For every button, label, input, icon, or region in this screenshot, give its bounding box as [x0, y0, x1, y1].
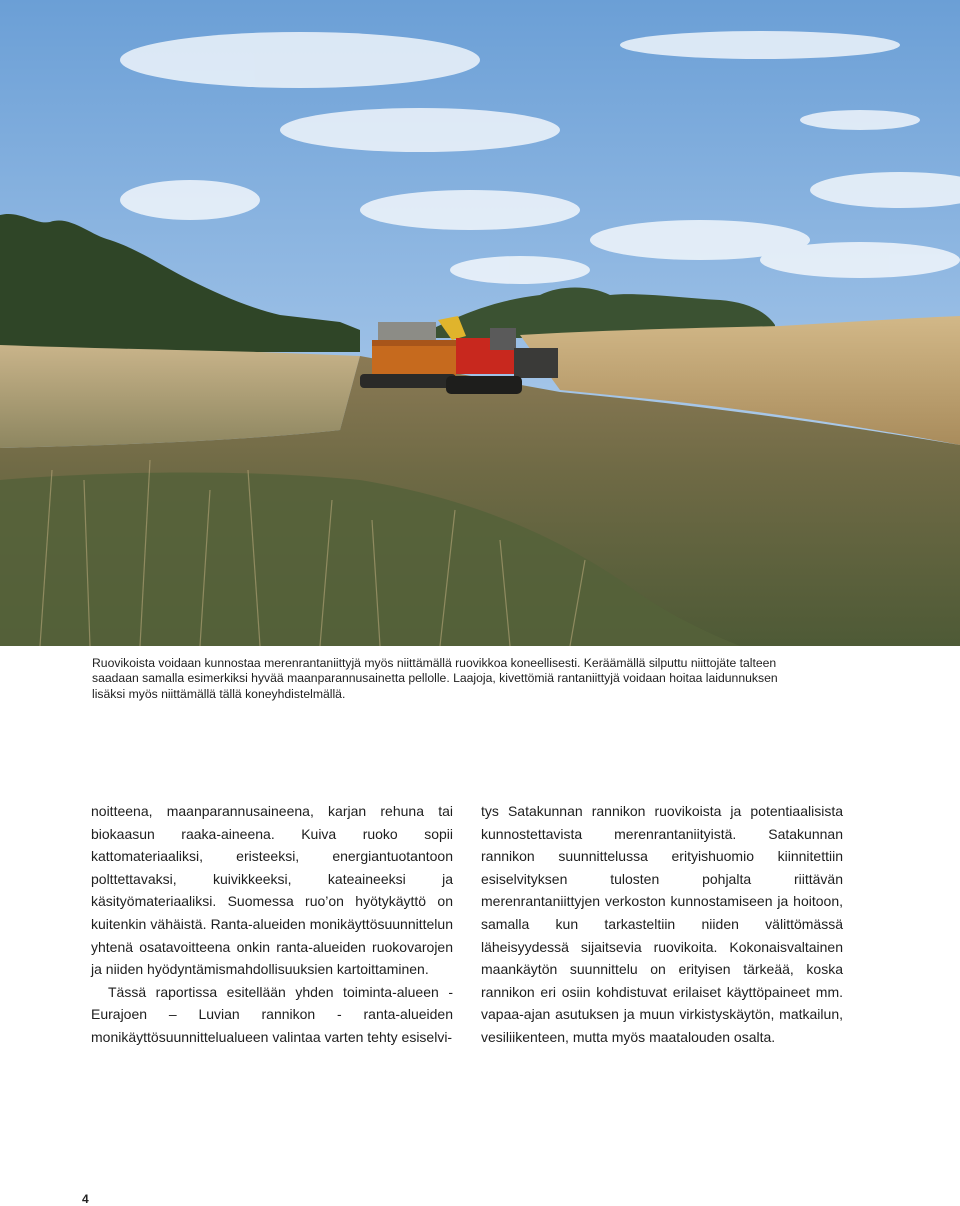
reed-bed-left: [0, 345, 360, 448]
caption-line-1: Ruovikoista voidaan kunnostaa merenrantaniittyjä myös niittämällä ruovikkoa koneellisesti. Keräämällä silputtu niittojäte talteen: [92, 656, 777, 670]
caption-line-2: saadaan samalla esimerkiksi hyvää maanparannusainetta pellolle. Laajoja, kivettömiä rantaniittyjä voidaan hoitaa laidunnuksen: [92, 671, 778, 686]
left-paragraph-2: Tässä raportissa esitellään yhden toiminta-alueen - Eurajoen – Luvian rannikon - ranta-alueiden monikäyttösuunnittelualueen valintaa varten tehty esiselvi-: [91, 983, 453, 1045]
body-column-left: [91, 800, 453, 1049]
caption-line-3: lisäksi myös niittämällä tällä koneyhdistelmällä.: [92, 686, 346, 701]
left-paragraph-1: noitteena, maanparannusaineena, karjan rehuna tai biokaasun raaka-aineena. Kuiva ruoko sopii kattomateriaaliksi, eristeeksi, energiantuotantoon polttettavaksi, kuivikkeeksi, kateaineeksi ja käsityömateriaaliksi. Suomessa ruo’on hyötykäyttö on kuitenkin vähäistä. Ranta-alueiden monikäyttösuunnittelun yhtenä osatavoitteena onkin ranta-alueiden ruokovarojen ja niiden hyödyntämismahdollisuuksien kartoittaminen.: [91, 803, 453, 978]
page-number: 4: [82, 1192, 89, 1206]
right-paragraph-1: tys Satakunnan rannikon ruovikoista ja potentiaalisista kunnostettavista merenrantaniityistä. Satakunnan rannikon suunnittelussa erityishuomio kiinnitettiin esiselvityksen tulosten pohjalta riittävän merenrantaniittyjen verkoston kunnostamiseen ja hoitoon, samalla kun tarkasteltiin niiden välittömässä läheisyydessä sijaitsevia ruovikoita. Kokonaisvaltainen maankäytön suunnittelu on erityisen tärkeää, koska rannikon eri osiin kohdistuvat erilaiset käyttöpaineet mm. vapaa-ajan asutuksen ja muun virkistyskäytön, matkailun, vesiliikenteen, mutta myös maatalouden osalta.: [481, 803, 843, 1045]
body-column-right: [481, 800, 843, 1049]
photo-caption: [92, 656, 892, 702]
